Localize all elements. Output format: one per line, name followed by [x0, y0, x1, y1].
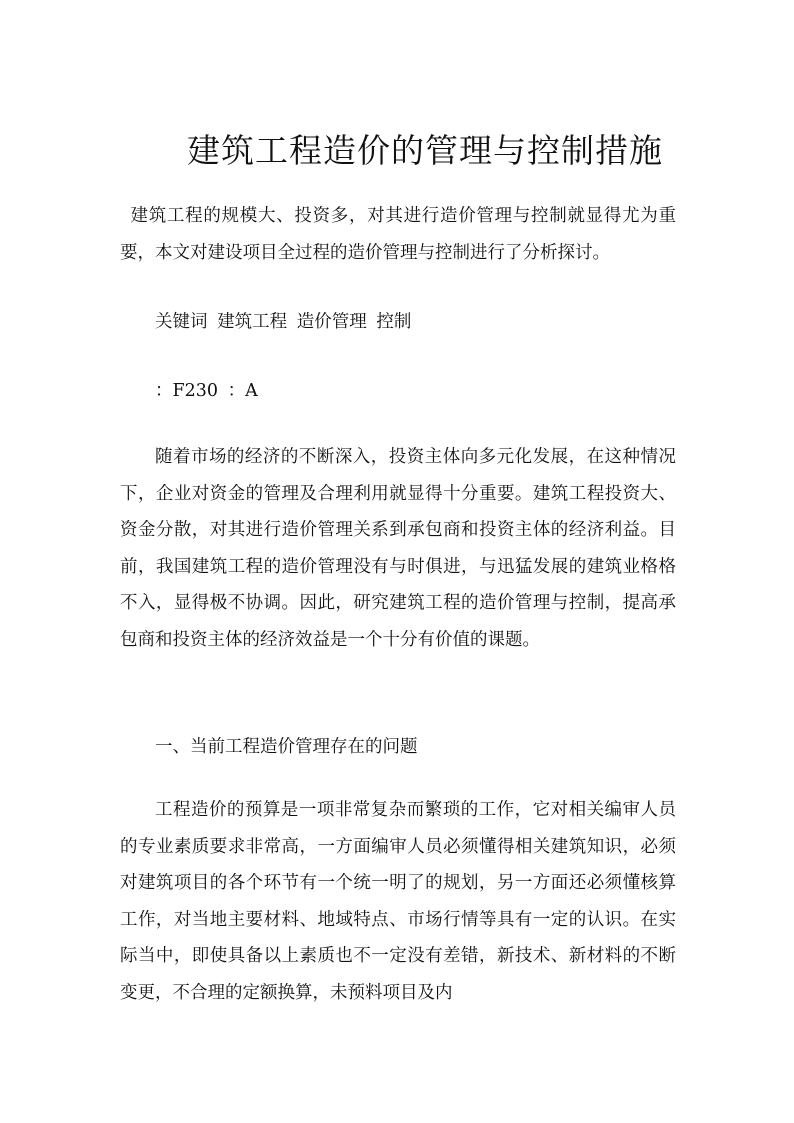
document-title: 建筑工程造价的管理与控制措施	[187, 131, 663, 170]
document-code: ：A	[227, 381, 258, 401]
keywords-line	[120, 304, 676, 341]
classification-line	[120, 373, 676, 410]
keyword-term: 控制	[376, 312, 412, 332]
clc-number: ：F230	[155, 381, 219, 401]
body-paragraph-1: 随着市场的经济的不断深入，投资主体向多元化发展，在这种情况下，企业对资金的管理及合理利用就显得十分重要。建筑工程投资大、资金分散，对其进行造价管理关系到承包商和投资主体的经济利益。目前，我国建筑工程的造价管理没有与时俱进，与迅猛发展的建筑业格格不入，显得极不协调。因此，研究建筑工程的造价管理与控制，提高承包商和投资主体的经济效益是一个十分有价值的课题。	[120, 447, 676, 650]
keywords-label: 关键词	[155, 312, 208, 332]
keyword-term: 建筑工程	[217, 312, 288, 332]
body-paragraph-2: 工程造价的预算是一项非常复杂而繁琐的工作，它对相关编审人员的专业素质要求非常高，一方面编审人员必须懂得相关建筑知识，必须对建筑项目的各个环节有一个统一明了的规划，另一方面还必须懂核算工作，对当地主要材料、地域特点、市场行情等具有一定的认识。在实际当中，即使具备以上素质也不一定没有差错，新技术、新材料的不断变更，不合理的定额换算，未预料项目及内	[120, 800, 676, 1003]
abstract-paragraph: 建筑工程的规模大、投资多，对其进行造价管理与控制就显得尤为重要，本文对建设项目全过程的造价管理与控制进行了分析探讨。	[120, 206, 676, 263]
keyword-term: 造价管理	[296, 312, 367, 332]
section-heading-1: 一、当前工程造价管理存在的问题	[155, 737, 418, 757]
